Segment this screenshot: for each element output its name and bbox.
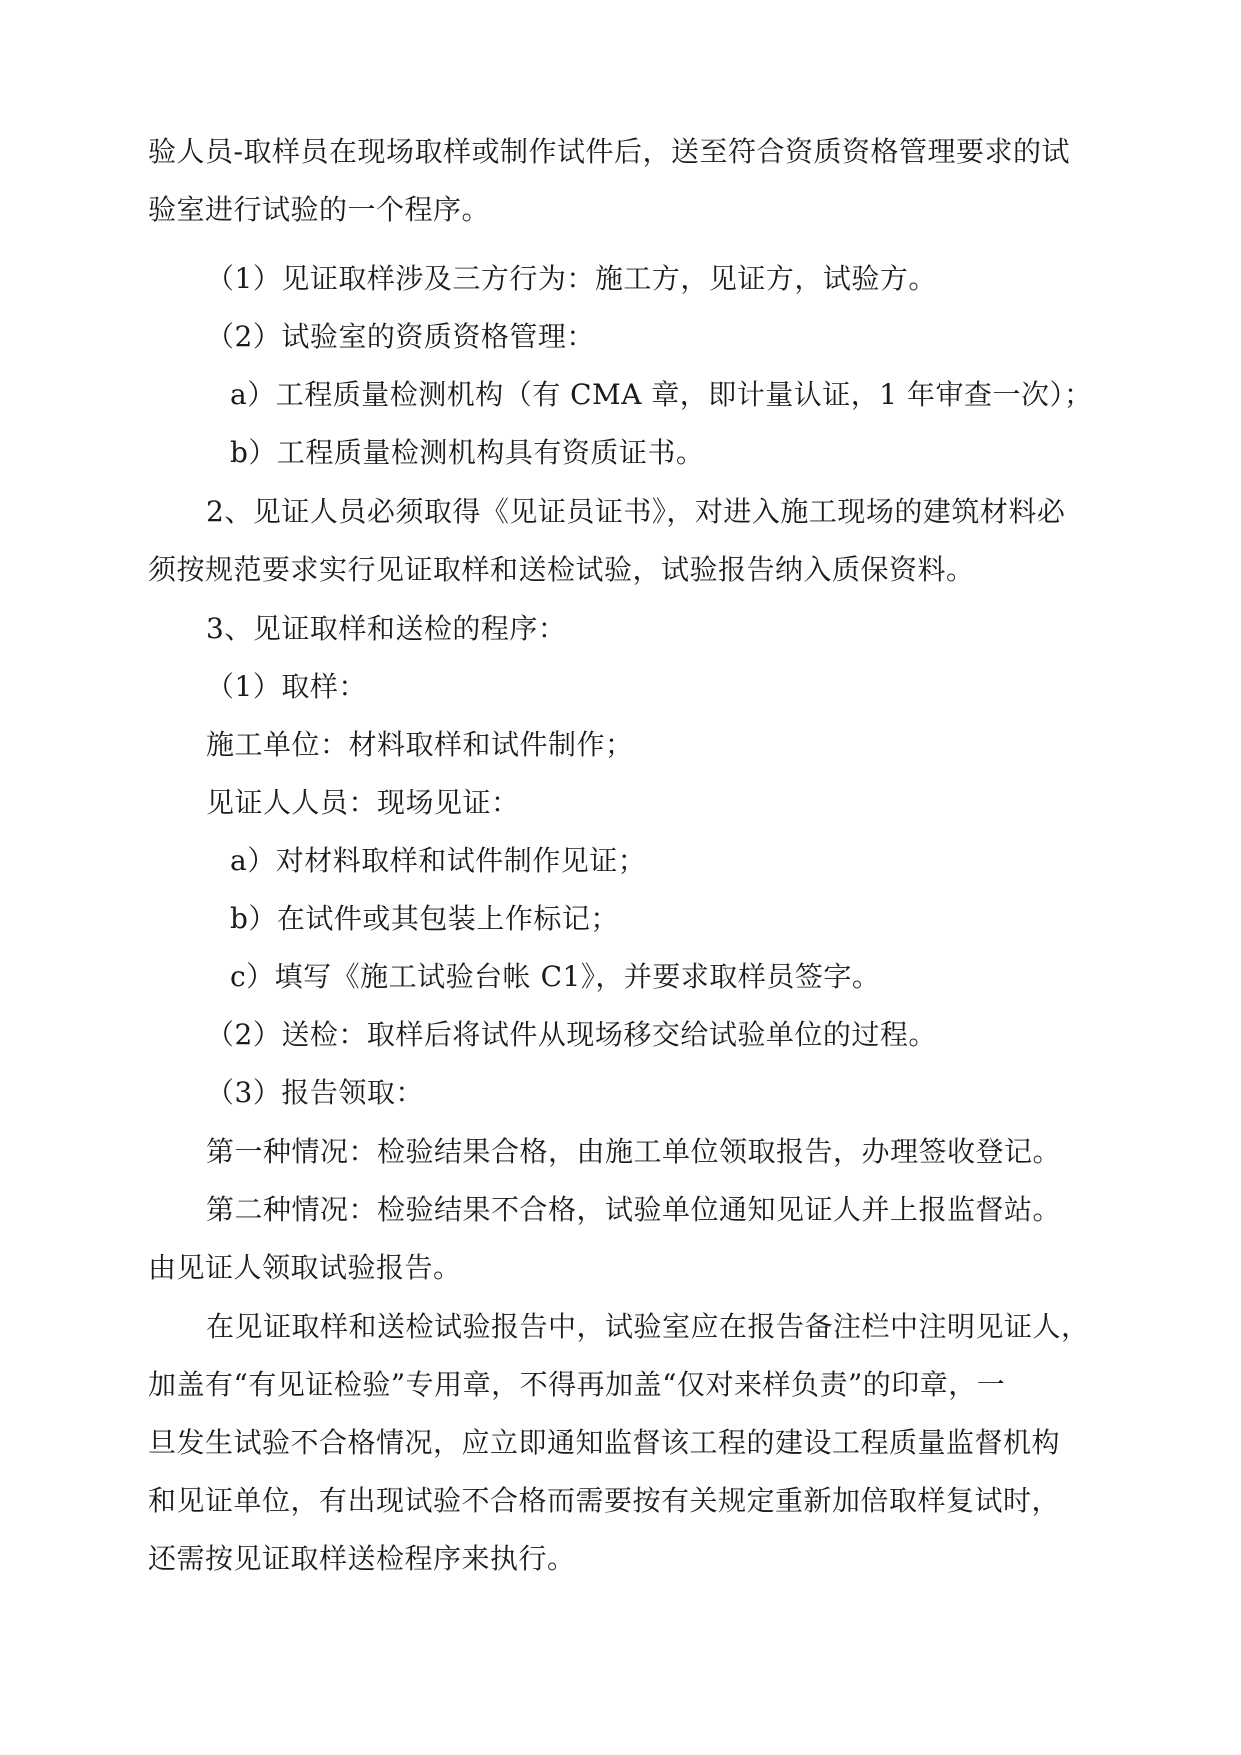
text-line: 在见证取样和送检试验报告中，试验室应在报告备注栏中注明见证人， — [206, 1310, 1090, 1343]
text-line: 验人员-取样员在现场取样或制作试件后，送至符合资质资格管理要求的试 — [148, 135, 1070, 168]
text-line: 加盖有“有见证检验”专用章，不得再加盖“仅对来样负责”的印章，一 — [148, 1368, 1006, 1401]
text-line: 验室进行试验的一个程序。 — [148, 193, 491, 226]
text-line: （2）试验室的资质资格管理： — [206, 320, 595, 353]
text-line: 旦发生试验不合格情况，应立即通知监督该工程的建设工程质量监督机构 — [148, 1426, 1061, 1459]
text-line: b）工程质量检测机构具有资质证书。 — [230, 436, 705, 469]
text-line: a）对材料取样和试件制作见证； — [230, 844, 647, 877]
text-line: 第一种情况：检验结果合格，由施工单位领取报告，办理签收登记。 — [206, 1135, 1062, 1168]
text-line: 由见证人领取试验报告。 — [148, 1251, 462, 1284]
text-line: 2、见证人员必须取得《见证员证书》，对进入施工现场的建筑材料必 — [206, 495, 1066, 528]
text-line: （1）见证取样涉及三方行为：施工方，见证方，试验方。 — [206, 262, 937, 295]
text-line: b）在试件或其包装上作标记； — [230, 902, 619, 935]
text-line: 3、见证取样和送检的程序： — [206, 612, 567, 645]
text-line: 见证人人员：现场见证： — [206, 786, 520, 819]
text-line: （2）送检：取样后将试件从现场移交给试验单位的过程。 — [206, 1018, 937, 1051]
text-line: a）工程质量检测机构（有 CMA 章，即计量认证，1 年审查一次）； — [230, 378, 1093, 411]
text-line: c）填写《施工试验台帐 C1》，并要求取样员签字。 — [230, 960, 881, 993]
text-line: 和见证单位，有出现试验不合格而需要按有关规定重新加倍取样复试时， — [148, 1484, 1061, 1517]
text-line: （1）取样： — [206, 670, 367, 703]
text-line: 须按规范要求实行见证取样和送检试验，试验报告纳入质保资料。 — [148, 553, 975, 586]
text-line: （3）报告领取： — [206, 1076, 424, 1109]
text-line: 施工单位：材料取样和试件制作； — [206, 728, 634, 761]
text-line: 还需按见证取样送检程序来执行。 — [148, 1542, 576, 1575]
text-line: 第二种情况：检验结果不合格，试验单位通知见证人并上报监督站。 — [206, 1193, 1062, 1226]
